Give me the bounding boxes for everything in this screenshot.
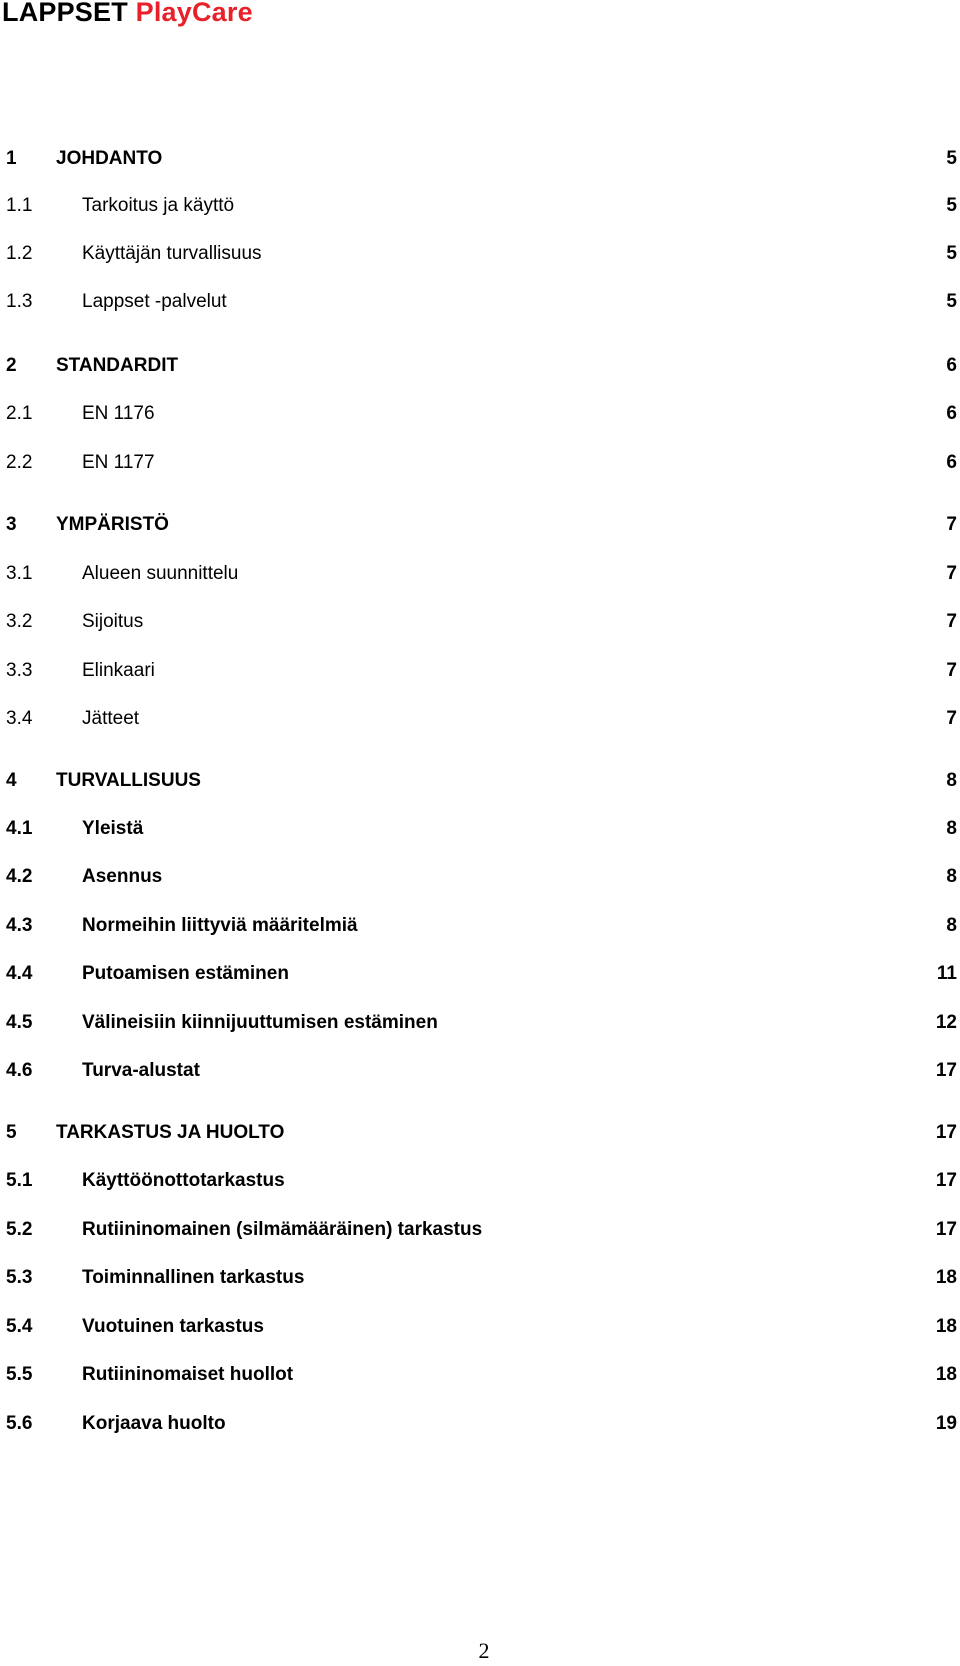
toc-number: 5.3: [6, 1267, 33, 1288]
toc-entry[interactable]: [0, 289, 960, 315]
toc-entry[interactable]: [0, 1314, 960, 1340]
toc-page: 6: [946, 403, 957, 424]
toc-entry[interactable]: [0, 1411, 960, 1437]
brand-secondary: PlayCare: [135, 0, 253, 27]
toc-entry[interactable]: [0, 193, 960, 219]
toc-page: 18: [935, 1316, 957, 1337]
toc-number: 5.6: [6, 1413, 33, 1434]
brand-primary: LAPPSET: [2, 0, 128, 27]
toc-page: 7: [946, 563, 957, 584]
toc-entry[interactable]: [0, 658, 960, 684]
toc-page: 7: [946, 708, 957, 729]
toc-entry[interactable]: [0, 353, 960, 379]
toc-title: Rutiininomaiset huollot: [82, 1364, 294, 1385]
toc-entry[interactable]: [0, 1058, 960, 1084]
toc-entry[interactable]: [0, 450, 960, 476]
toc-entry[interactable]: [0, 561, 960, 587]
toc-page: 8: [946, 818, 957, 839]
toc-entry[interactable]: [0, 706, 960, 732]
toc-page: 5: [946, 195, 957, 216]
toc-title: Toiminnallinen tarkastus: [82, 1267, 305, 1288]
toc-title: EN 1177: [82, 452, 155, 473]
toc-title: Lappset -palvelut: [82, 291, 227, 312]
toc-page: 18: [935, 1267, 957, 1288]
toc-number: 1: [6, 148, 17, 169]
toc-page: 8: [946, 770, 957, 791]
toc-title: Vuotuinen tarkastus: [82, 1316, 264, 1337]
toc-page: 7: [946, 514, 957, 535]
toc-title: TARKASTUS JA HUOLTO: [56, 1122, 285, 1143]
toc-title: Yleistä: [82, 818, 144, 839]
toc-title: Käyttöönottotarkastus: [82, 1170, 285, 1191]
toc-title: YMPÄRISTÖ: [56, 514, 169, 535]
page-number: 2: [478, 1638, 490, 1663]
toc-page: 17: [935, 1122, 957, 1143]
toc-page: 6: [946, 355, 957, 376]
brand-logo: [2, 0, 253, 26]
toc-page: 11: [936, 963, 957, 984]
toc-page: 7: [946, 660, 957, 681]
toc-title: Normeihin liittyviä määritelmiä: [82, 915, 358, 936]
toc-title: Asennus: [82, 866, 163, 887]
toc-number: 2: [6, 355, 17, 376]
toc-entry[interactable]: [0, 401, 960, 427]
toc-page: 5: [946, 243, 957, 264]
toc-entry[interactable]: [0, 913, 960, 939]
toc-number: 4.1: [6, 818, 33, 839]
toc-entry[interactable]: [0, 864, 960, 890]
toc-page: 17: [935, 1219, 957, 1240]
toc-entry[interactable]: [0, 816, 960, 842]
toc-page: 17: [935, 1060, 957, 1081]
toc-page: 5: [946, 148, 957, 169]
toc-number: 1.1: [6, 195, 33, 216]
toc-entry[interactable]: [0, 768, 960, 794]
toc-title: Välineisiin kiinnijuuttumisen estäminen: [82, 1012, 438, 1033]
toc-title: Käyttäjän turvallisuus: [82, 243, 262, 264]
toc-entry[interactable]: [0, 1120, 960, 1146]
toc-entry[interactable]: [0, 241, 960, 267]
toc-page: 7: [946, 611, 957, 632]
toc-number: 5.5: [6, 1364, 33, 1385]
toc-page: 12: [935, 1012, 957, 1033]
toc-number: 3.1: [6, 563, 33, 584]
toc-number: 1.2: [6, 243, 33, 264]
toc-page: 18: [935, 1364, 957, 1385]
toc-entry[interactable]: [0, 1217, 960, 1243]
toc-title: JOHDANTO: [56, 148, 163, 169]
toc-number: 4: [6, 770, 17, 791]
toc-number: 1.3: [6, 291, 33, 312]
toc-page: 19: [935, 1413, 957, 1434]
toc-title: Tarkoitus ja käyttö: [82, 195, 235, 216]
toc-title: Elinkaari: [82, 660, 155, 681]
toc-title: Alueen suunnittelu: [82, 563, 239, 584]
toc-entry[interactable]: [0, 1265, 960, 1291]
toc-title: Jätteet: [82, 708, 140, 729]
toc-number: 3.3: [6, 660, 33, 681]
toc-entry[interactable]: [0, 1362, 960, 1388]
toc-number: 3.2: [6, 611, 33, 632]
toc-number: 4.6: [6, 1060, 33, 1081]
toc-entry[interactable]: [0, 146, 960, 172]
toc-number: 4.4: [6, 963, 33, 984]
toc-number: 5: [6, 1122, 17, 1143]
toc-title: Turva-alustat: [82, 1060, 200, 1081]
toc-number: 2.2: [6, 452, 33, 473]
toc-entry[interactable]: [0, 512, 960, 538]
toc-page: 6: [946, 452, 957, 473]
toc-title: Sijoitus: [82, 611, 144, 632]
toc-entry[interactable]: [0, 1010, 960, 1036]
toc-entry[interactable]: [0, 609, 960, 635]
toc-title: STANDARDIT: [56, 355, 179, 376]
toc-number: 2.1: [6, 403, 33, 424]
toc-title: Putoamisen estäminen: [82, 963, 289, 984]
toc-entry[interactable]: [0, 1168, 960, 1194]
toc-page: 8: [946, 866, 957, 887]
toc-number: 3: [6, 514, 17, 535]
toc-number: 3.4: [6, 708, 33, 729]
toc-entry[interactable]: [0, 961, 960, 987]
toc-page: 5: [946, 291, 957, 312]
toc-title: EN 1176: [82, 403, 155, 424]
toc-page: 17: [935, 1170, 957, 1191]
toc-title: TURVALLISUUS: [56, 770, 201, 791]
toc-number: 5.1: [6, 1170, 33, 1191]
toc-number: 4.2: [6, 866, 33, 887]
toc-number: 5.4: [6, 1316, 33, 1337]
toc-number: 4.5: [6, 1012, 33, 1033]
toc-title: Rutiininomainen (silmämääräinen) tarkastus: [82, 1219, 483, 1240]
toc-number: 5.2: [6, 1219, 33, 1240]
toc-number: 4.3: [6, 915, 33, 936]
toc-page: 8: [946, 915, 957, 936]
toc-title: Korjaava huolto: [82, 1413, 226, 1434]
